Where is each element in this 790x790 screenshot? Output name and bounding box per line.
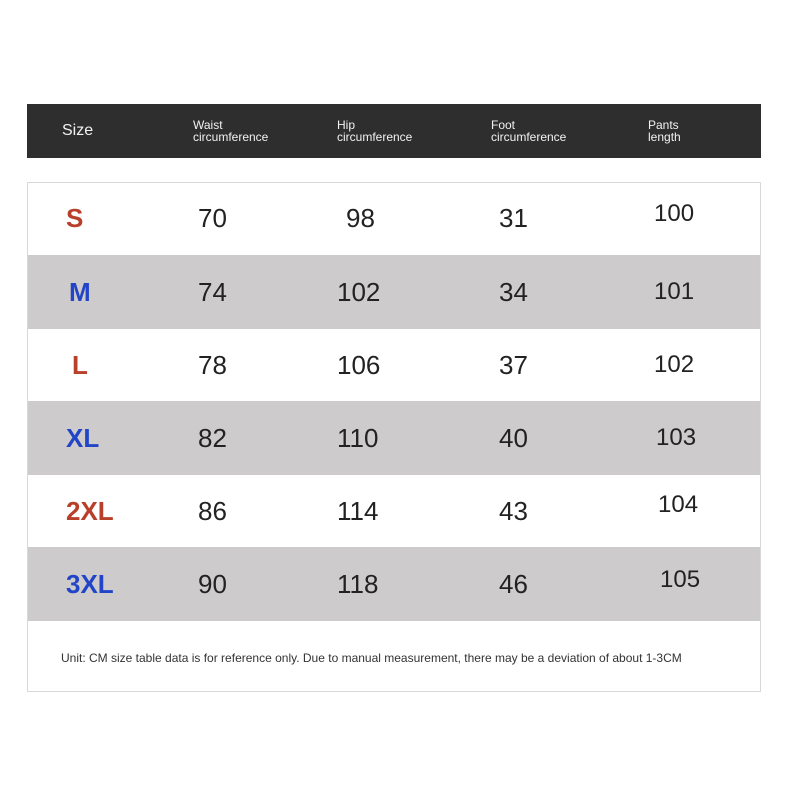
size-cell: S (66, 202, 84, 233)
header-length (648, 104, 681, 158)
hip-cell: 102 (337, 276, 381, 307)
size-cell: M (69, 276, 91, 307)
table-header (27, 104, 761, 158)
foot-cell: 37 (499, 349, 528, 380)
header-size (62, 104, 93, 158)
hip-cell: 98 (346, 202, 375, 233)
header-foot-line2: circumference (491, 130, 567, 144)
length-cell: 102 (654, 351, 695, 378)
hip-cell: 118 (337, 568, 379, 599)
header-waist-line2: circumference (193, 130, 269, 144)
measurement-note: Unit: CM size table data is for reference only. Due to manual measurement, there may be a deviation of about 1-3CM (61, 651, 682, 665)
foot-cell: 31 (499, 202, 528, 233)
length-cell: 101 (654, 278, 695, 305)
header-foot-line1: Foot (491, 118, 516, 132)
hip-cell: 110 (337, 422, 379, 453)
hip-cell: 106 (337, 349, 381, 380)
foot-cell: 34 (499, 276, 528, 307)
length-cell: 100 (654, 200, 695, 227)
length-cell: 103 (656, 424, 697, 451)
header-hip-line2: circumference (337, 130, 413, 144)
waist-cell: 86 (198, 495, 227, 526)
size-cell: XL (66, 422, 100, 453)
waist-cell: 82 (198, 422, 227, 453)
table-row (28, 255, 760, 329)
table-row (28, 401, 760, 475)
foot-cell: 40 (499, 422, 528, 453)
header-length-line2: length (648, 130, 681, 144)
table-row (28, 475, 760, 547)
header-foot (491, 104, 566, 158)
header-length-line1: Pants (648, 118, 679, 132)
size-cell: L (72, 349, 88, 380)
header-waist-line1: Waist (193, 118, 223, 132)
table-row (28, 183, 760, 253)
waist-cell: 90 (198, 568, 227, 599)
foot-cell: 43 (499, 495, 528, 526)
foot-cell: 46 (499, 568, 528, 599)
header-hip (337, 104, 412, 158)
hip-cell: 114 (337, 495, 379, 526)
waist-cell: 74 (198, 276, 227, 307)
length-cell: 104 (658, 491, 699, 518)
table-row (28, 547, 760, 621)
header-hip-line1: Hip (337, 118, 356, 132)
header-waist (193, 104, 268, 158)
waist-cell: 78 (198, 349, 227, 380)
table-row (28, 329, 760, 401)
size-table (27, 182, 761, 692)
size-cell: 2XL (66, 495, 114, 526)
header-size-label: Size (62, 122, 94, 139)
size-cell: 3XL (66, 568, 114, 599)
length-cell: 105 (660, 566, 701, 593)
waist-cell: 70 (198, 202, 227, 233)
